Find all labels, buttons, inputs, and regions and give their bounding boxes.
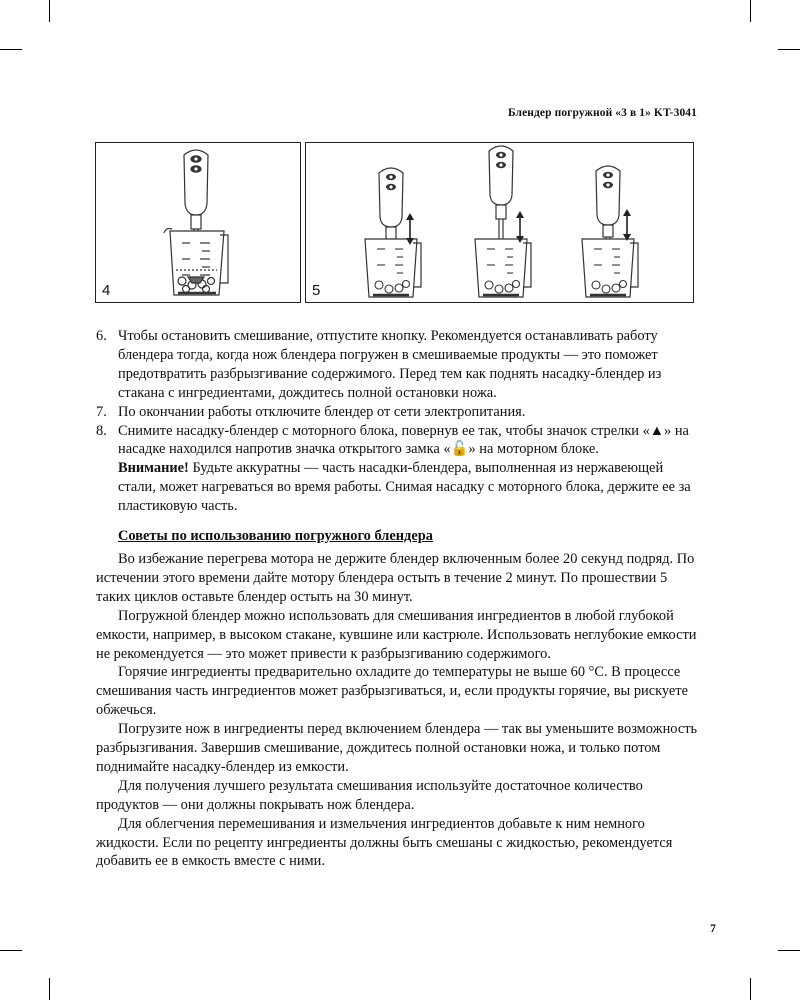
warning-paragraph — [96, 459, 700, 516]
crop-mark — [750, 978, 751, 1000]
figure-5 — [305, 142, 694, 303]
crop-mark — [750, 0, 751, 22]
blender-lifting-illustration — [306, 143, 695, 304]
page-number: 7 — [710, 921, 716, 935]
paragraph: Горячие ингредиенты предварительно охладите до температуры не выше 60 °С. В процессе смешивания часть ингредиентов может разбрызгиваться, и, если продукты горячие, вы рискуете обжечься. — [96, 664, 688, 719]
list-item — [96, 422, 700, 460]
list-item — [96, 327, 700, 403]
list-item — [96, 403, 700, 422]
list-text: По окончании работы отключите блендер от сети электропитания. — [118, 403, 526, 420]
figure-number: 4 — [102, 282, 111, 299]
crop-mark — [0, 49, 22, 50]
running-header: Блендер погружной «3 в 1» KT-3041 — [507, 107, 697, 119]
paragraph: Во избежание перегрева мотора не держите блендер включенным более 20 секунд подряд. По истечении этого времени дайте мотору блендера остыть в течение 2 минут. По прошествии 5 таких циклов оставьте блендер остыть на 30 минут. — [96, 550, 695, 605]
paragraph: Для облегчения перемешивания и измельчения ингредиентов добавьте к ним немного жидкости. Если по рецепту ингредиенты должны быть смешаны с жидкостью, рекомендуется добавить ее в емкость вместе с ними. — [96, 815, 673, 870]
section-heading: Советы по использованию погружного блендера — [118, 528, 433, 545]
paragraph: Погружной блендер можно использовать для смешивания ингредиентов в любой глубокой емкости, например, в высоком стакане, кувшине или кастрюле. Использовать неглубокие емкости не рекомендуется — это может привести к разбрызгиванию содержимого. — [96, 607, 697, 662]
list-text: Чтобы остановить смешивание, отпустите кнопку. Рекомендуется останавливать работу блендера тогда, когда нож блендера погружен в смешиваемые продукты — это поможет предотвратить разбрызгивание содержимого. Перед тем как поднять насадку-блендер из стакана с ингредиентами, дождитесь полной остановки ножа. — [118, 328, 662, 401]
paragraph: Для получения лучшего результата смешивания используйте достаточное количество продуктов — они должны покрывать нож блендера. — [96, 777, 643, 813]
list-number: 8. — [96, 422, 107, 439]
figure-4 — [95, 142, 301, 303]
crop-mark — [0, 950, 22, 951]
warning-label: Внимание! — [118, 460, 189, 477]
blender-in-cup-illustration — [96, 143, 302, 304]
figure-number: 5 — [312, 282, 321, 299]
list-number: 7. — [96, 403, 107, 420]
crop-mark — [778, 49, 800, 50]
crop-mark — [49, 0, 50, 22]
warning-text: Будьте аккуратны — часть насадки-блендера, выполненная из нержавеющей стали, может нагреваться во время работы. Снимая насадку с моторного блока, держите ее за пластиковую часть. — [118, 460, 691, 515]
crop-mark — [778, 950, 800, 951]
crop-mark — [49, 978, 50, 1000]
body-text — [96, 327, 700, 871]
paragraph: Погрузите нож в ингредиенты перед включением блендера — так вы уменьшите возможность разбрызгивания. Завершив смешивание, дождитесь полной остановки ножа, и только потом поднимайте насадку-блендер из емкости. — [96, 721, 698, 775]
list-number: 6. — [96, 328, 107, 344]
list-text: Снимите насадку-блендер с моторного блока, повернув ее так, чтобы значок стрелки «▲» на насадке находился напротив значка открытого замка «🔓» на моторном блоке. — [118, 422, 689, 458]
